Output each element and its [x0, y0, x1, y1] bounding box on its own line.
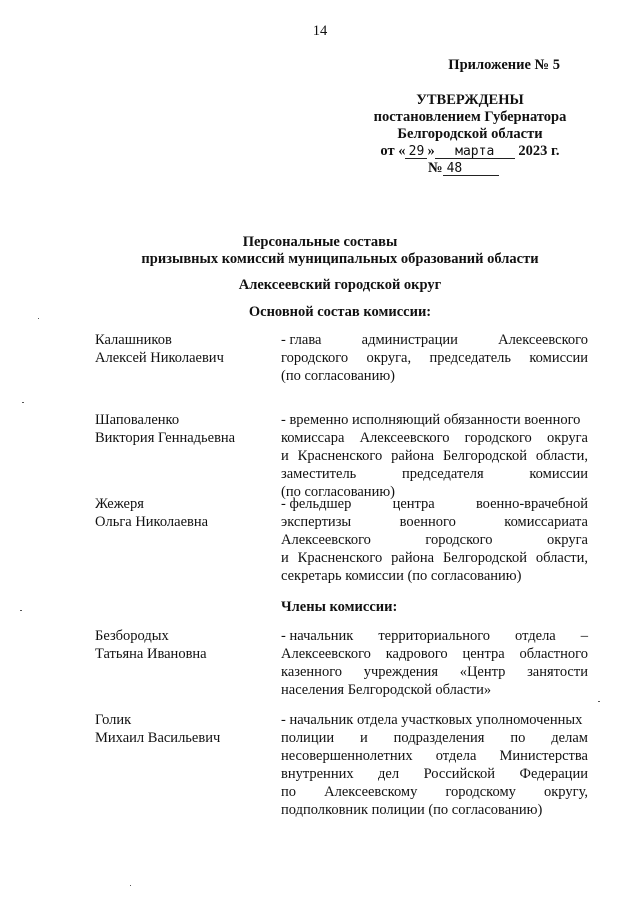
role-line [281, 711, 588, 729]
approval-number [428, 159, 499, 177]
role-line [281, 549, 588, 567]
approved-by-line2: Белгородской области [397, 126, 543, 142]
number-prefix: № [428, 160, 443, 176]
approved-label: УТВЕРЖДЕНЫ [416, 92, 524, 108]
role-word: – [580, 628, 588, 644]
role-line [281, 765, 588, 783]
role-word: центра [392, 496, 435, 512]
role-word: заместитель [281, 466, 357, 482]
member-surname: Калашников [95, 332, 172, 348]
member-given: Виктория Геннадьевна [95, 430, 236, 446]
role-word: внутренних [281, 766, 354, 782]
role-line [281, 331, 588, 349]
role-line [281, 495, 588, 513]
member-role [281, 331, 588, 385]
role-word: Российской [423, 766, 496, 782]
date-month: марта [435, 145, 515, 159]
role-line [281, 411, 588, 429]
role-word: - фельдшер [281, 496, 352, 512]
role-word: кадрового [385, 646, 448, 662]
member-given: Алексей Николаевич [95, 350, 224, 366]
role-word: городского [464, 430, 532, 446]
role-word: округа [546, 532, 588, 548]
role-word: - начальник [281, 628, 354, 644]
role-word: несовершеннолетних [281, 748, 413, 764]
role-word: Федерации [519, 766, 588, 782]
role-word: (по согласованию) [281, 368, 395, 384]
member-name [95, 331, 275, 367]
role-line [281, 783, 588, 801]
role-line [281, 465, 588, 483]
role-line [281, 567, 588, 585]
member-role [281, 711, 588, 819]
role-word: отдела [515, 628, 556, 644]
number-value: 48 [443, 162, 499, 176]
date-year: 2023 г. [518, 143, 560, 159]
role-word: по [510, 730, 526, 746]
approved-by-line1: постановлением Губернатора [373, 109, 567, 125]
role-line [281, 801, 588, 819]
role-word: «Центр [459, 664, 506, 680]
role-word: области, [535, 550, 588, 566]
role-line [281, 747, 588, 765]
role-word: округу, [544, 784, 588, 800]
title-line1: Персональные составы [242, 234, 398, 250]
role-word: Алексеевского [281, 646, 371, 662]
role-word: военно-врачебной [475, 496, 588, 512]
role-word: администрации [361, 332, 458, 348]
member-role [281, 411, 588, 501]
role-word: области, [535, 448, 588, 464]
role-word: - глава [281, 332, 322, 348]
role-word: областного [519, 646, 588, 662]
member-name [95, 627, 275, 663]
role-word: военного [399, 514, 456, 530]
role-word: района [391, 448, 435, 464]
role-word: Алексеевского [498, 332, 588, 348]
member-role [281, 495, 588, 585]
title-line2: призывных комиссий муниципальных образований области [141, 251, 539, 267]
role-word: комиссара [281, 430, 345, 446]
role-word: подразделения [393, 730, 485, 746]
role-word: и [281, 448, 289, 464]
member-surname: Голик [95, 712, 132, 728]
role-line [281, 447, 588, 465]
role-word: комиссии [529, 350, 588, 366]
role-word: округа, [366, 350, 412, 366]
member-surname: Безбородых [95, 628, 169, 644]
role-line [281, 531, 588, 549]
role-word: округа [547, 430, 588, 446]
role-word: Красненского [297, 550, 383, 566]
approval-date [340, 142, 600, 160]
member-given: Татьяна Ивановна [95, 646, 207, 662]
role-word: секретарь комиссии (по согласованию) [281, 568, 522, 584]
role-word: дел [378, 766, 400, 782]
scan-speck [38, 318, 39, 319]
scan-speck [598, 701, 600, 702]
role-line [281, 367, 588, 385]
role-word: комиссариата [504, 514, 588, 530]
role-word: Алексеевского [359, 430, 450, 446]
role-word: Красненского [297, 448, 383, 464]
member-role [281, 627, 588, 699]
member-surname: Жежеря [95, 496, 144, 512]
role-word: Министерства [499, 748, 588, 764]
role-word: городского [281, 350, 349, 366]
role-word: Белгородской [442, 550, 527, 566]
role-word: населения Белгородской области» [281, 682, 492, 698]
role-word: - начальник отдела участковых уполномоченных [281, 712, 583, 728]
role-line [281, 729, 588, 747]
role-word: председателя [402, 466, 484, 482]
role-word: занятости [527, 664, 588, 680]
member-given: Ольга Николаевна [95, 514, 209, 530]
role-line [281, 681, 588, 699]
role-word: подполковник полиции (по согласованию) [281, 802, 543, 818]
main-composition-heading: Основной состав комиссии: [248, 304, 432, 320]
appendix-label: Приложение № 5 [448, 57, 560, 73]
role-word: отдела [435, 748, 477, 764]
role-line [281, 663, 588, 681]
role-word: территориального [378, 628, 491, 644]
role-line [281, 627, 588, 645]
role-line [281, 349, 588, 367]
member-name [95, 411, 275, 447]
role-line [281, 513, 588, 531]
member-given: Михаил Васильевич [95, 730, 221, 746]
role-word: городскому [445, 784, 516, 800]
role-word: председатель [429, 350, 512, 366]
role-word: учреждения [363, 664, 438, 680]
member-name [95, 711, 275, 747]
role-word: и [360, 730, 368, 746]
role-word: городского [425, 532, 493, 548]
role-line [281, 429, 588, 447]
scan-speck [130, 885, 131, 886]
role-word: центра [462, 646, 505, 662]
scan-speck [20, 610, 22, 611]
page-number: 14 [312, 23, 328, 39]
role-word: района [391, 550, 435, 566]
date-day: 29 [405, 145, 427, 159]
role-word: Белгородской [442, 448, 527, 464]
role-word: экспертизы [281, 514, 352, 530]
role-word: по [281, 784, 297, 800]
role-word: полиции [281, 730, 335, 746]
role-word: и [281, 550, 289, 566]
date-mid: » [427, 143, 435, 159]
member-surname: Шаповаленко [95, 412, 180, 428]
role-word: казенного [281, 664, 343, 680]
role-word: - временно исполняющий обязанности военного [281, 412, 581, 428]
role-word: Алексеевского [281, 532, 371, 548]
scan-speck [22, 402, 24, 403]
members-heading: Члены комиссии: [281, 599, 398, 615]
district-heading: Алексеевский городской округ [238, 277, 442, 293]
role-line [281, 645, 588, 663]
role-word: (по согласованию) [281, 484, 395, 500]
date-prefix: от « [380, 143, 406, 159]
member-name [95, 495, 275, 531]
role-word: делам [551, 730, 588, 746]
role-word: комиссии [529, 466, 588, 482]
role-word: Алексеевскому [324, 784, 418, 800]
